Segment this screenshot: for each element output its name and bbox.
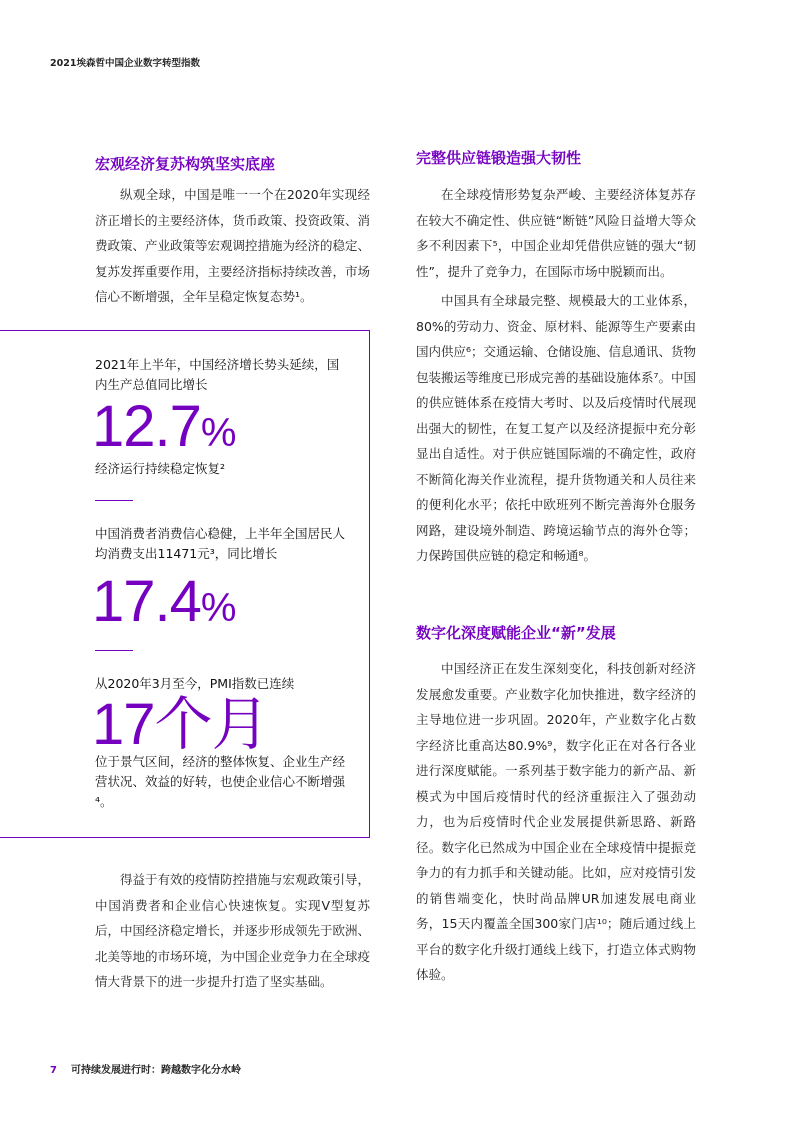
stat-consumption-value: 17.4 — [92, 569, 201, 634]
footer-title: 可持续发展进行时：跨越数字化分水岭 — [70, 1065, 241, 1076]
stat-gdp-tail: 经济运行持续稳定恢复² — [95, 461, 226, 476]
stat-pmi-tail: 位于景气区间，经济的整体恢复、企业生产经营状况、效益的好转，也使企业信心不断增强⁴。 — [95, 754, 346, 809]
running-header: 2021埃森哲中国企业数字转型指数 — [50, 58, 200, 69]
intro-paragraph: 纵观全球，中国是唯一一个在2020年实现经济正增长的主要经济体，货币政策、投资政策、消费政策、产业政策等宏观调控措施为经济的稳定、复苏发挥重要作用，主要经济指标持续改善，市场信心不断增强，全年呈稳定恢复态势¹。 — [95, 187, 371, 304]
stat-consumption-lead: 中国消费者消费信心稳健，上半年全国居民人均消费支出11471元³，同比增长 — [95, 526, 346, 561]
stat-divider — [95, 650, 133, 651]
stat-gdp-value: 12.7 — [92, 394, 201, 459]
stat-consumption-unit: % — [200, 586, 237, 630]
stat-gdp-unit: % — [200, 411, 237, 455]
page-footer — [50, 1061, 241, 1076]
supply-chain-paragraph-1: 在全球疫情形势复杂严峻、主要经济体复苏存在较大不确定性、供应链“断链”风险日益增大等众多不利因素下⁵，中国企业却凭借供应链的强大“韧性”，提升了竞争力，在国际市场中脱颖而出。 — [416, 187, 696, 279]
supply-chain-paragraph-2: 中国具有全球最完整、规模最大的工业体系，80%的劳动力、资金、原材料、能源等生产要素由国内供应⁶；交通运输、仓储设施、信息通讯、货物包装搬运等维度已形成完善的基础设施体系⁷。中国的供应链体系在疫情大考时、以及后疫情时代展现出强大的韧性，在复工复产以及经济提振中充分彰显出自适性。对于供应链国际端的不确定性，政府不断简化海关作业流程，提升货物通关和人员往来的便利化水平；依托中欧班列不断完善海外仓服务网路，建设境外制造、跨境运输节点的海外仓等；力保跨国供应链的稳定和畅通⁸。 — [416, 293, 697, 563]
page-number: 7 — [50, 1065, 57, 1076]
section-title-digital: 数字化深度赋能企业“新”发展 — [416, 624, 616, 642]
section-title-supply-chain: 完整供应链锻造强大韧性 — [416, 149, 582, 167]
stat-gdp-lead: 2021年上半年，中国经济增长势头延续，国内生产总值同比增长 — [95, 357, 340, 392]
stat-pmi-lead: 从2020年3月至今，PMI指数已连续 — [95, 676, 295, 691]
section-title-macro: 宏观经济复苏构筑坚实底座 — [95, 155, 276, 173]
stat-divider — [95, 500, 133, 501]
digital-paragraph: 中国经济正在发生深刻变化，科技创新对经济发展愈发重要。产业数字化加快推进，数字经济的主导地位进一步巩固。2020年，产业数字化占数字经济比重高达80.9%⁹，数字化正在对各行各业进行深度赋能。一系列基于数字能力的新产品、新模式为中国后疫情时代的经济重振注入了强劲动力，也为后疫情时代企业发展提供新思路、新路径。数字化已然成为中国企业在全球疫情中提振竞争力的有力抓手和关键动能。比如，应对疫情引发的销售端变化，快时尚品牌UR加速发展电商业务，15天内覆盖全国300家门店¹⁰；随后通过线上平台的数字化升级打通线上线下，打造立体式购物体验。 — [416, 661, 696, 982]
stat-gdp-number — [92, 394, 237, 462]
stat-pmi-number: 17个月 — [92, 692, 269, 757]
stat-consumption-number — [92, 569, 237, 637]
closing-paragraph: 得益于有效的疫情防控措施与宏观政策引导，中国消费者和企业信心快速恢复。实现V型复苏后，中国经济稳定增长，并逐步形成领先于欧洲、北美等地的市场环境，为中国企业竞争力在全球疫情大背景下的进一步提升打造了坚实基础。 — [95, 872, 371, 989]
